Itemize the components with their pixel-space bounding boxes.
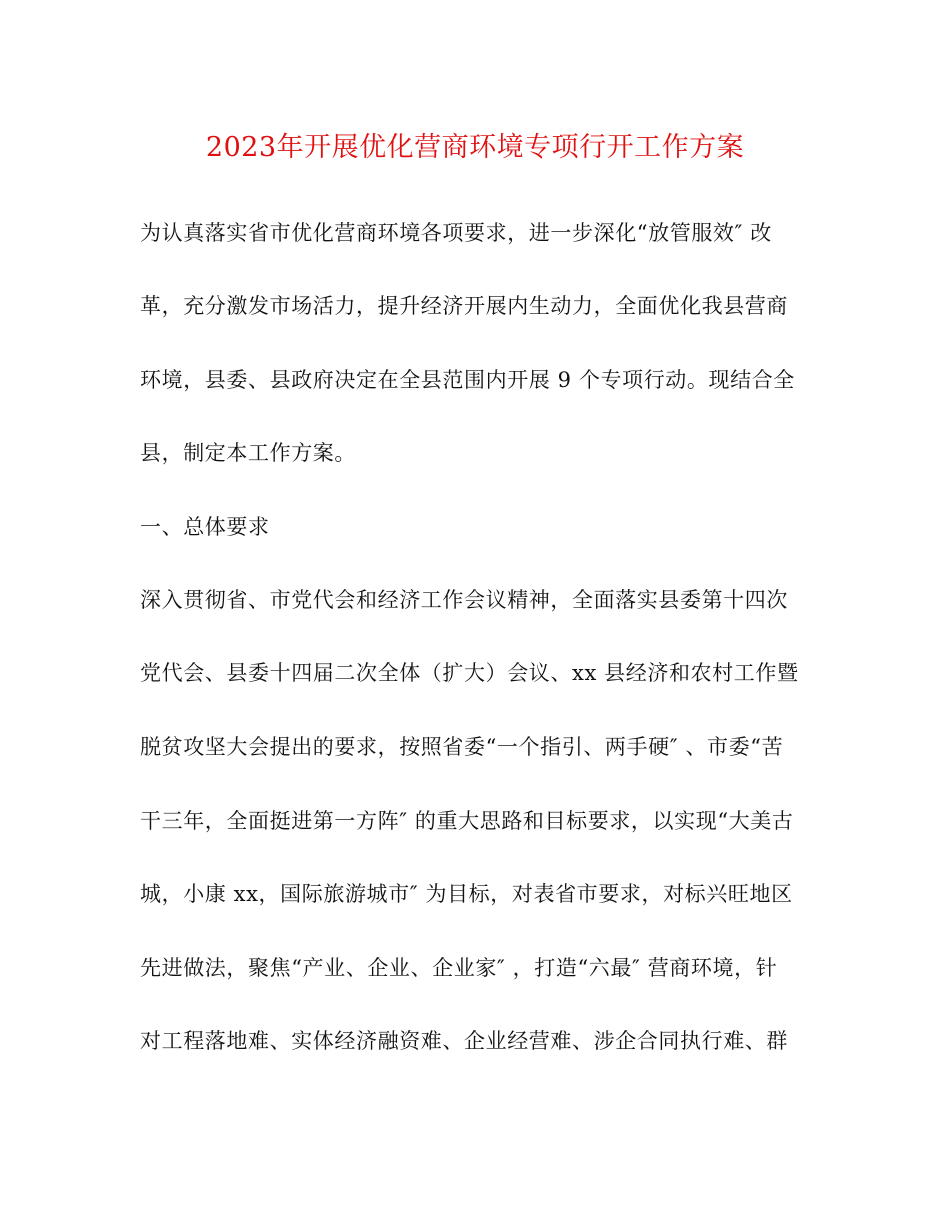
body-line: 党代会、县委十四届二次全体（扩大）会议、xx 县经济和农村工作暨	[140, 661, 799, 685]
section-heading: 一、总体要求	[140, 515, 270, 539]
body-line: 干三年，全面挺进第一方阵″ 的重大思路和目标要求，以实现“大美古	[140, 809, 794, 833]
body-line: 城，小康 xx，国际旅游城市″ 为目标，对表省市要求，对标兴旺地区	[140, 882, 793, 906]
body-line: 先进做法，聚焦“产业、企业、企业家″ ，打造“六最″ 营商环境，针	[140, 956, 778, 980]
body-line: 县，制定本工作方案。	[140, 441, 356, 465]
body-line: 脱贫攻坚大会提出的要求，按照省委“一个指引、两手硬″ 、市委“苦	[140, 735, 784, 759]
body-line: 对工程落地难、实体经济融资难、企业经营难、涉企合同执行难、群	[140, 1029, 788, 1053]
body-line: 为认真落实省市优化营商环境各项要求，进一步深化“放管服效″ 改	[140, 221, 772, 245]
body-line: 深入贯彻省、市党代会和经济工作会议精神，全面落实县委第十四次	[140, 588, 788, 612]
document-title: 2023年开展优化营商环境专项行开工作方案	[205, 132, 745, 163]
body-line: 环境，县委、县政府决定在全县范围内开展 9 个专项行动。现结合全	[140, 368, 795, 392]
body-line: 革，充分激发市场活力，提升经济开展内生动力，全面优化我县营商	[140, 294, 788, 318]
